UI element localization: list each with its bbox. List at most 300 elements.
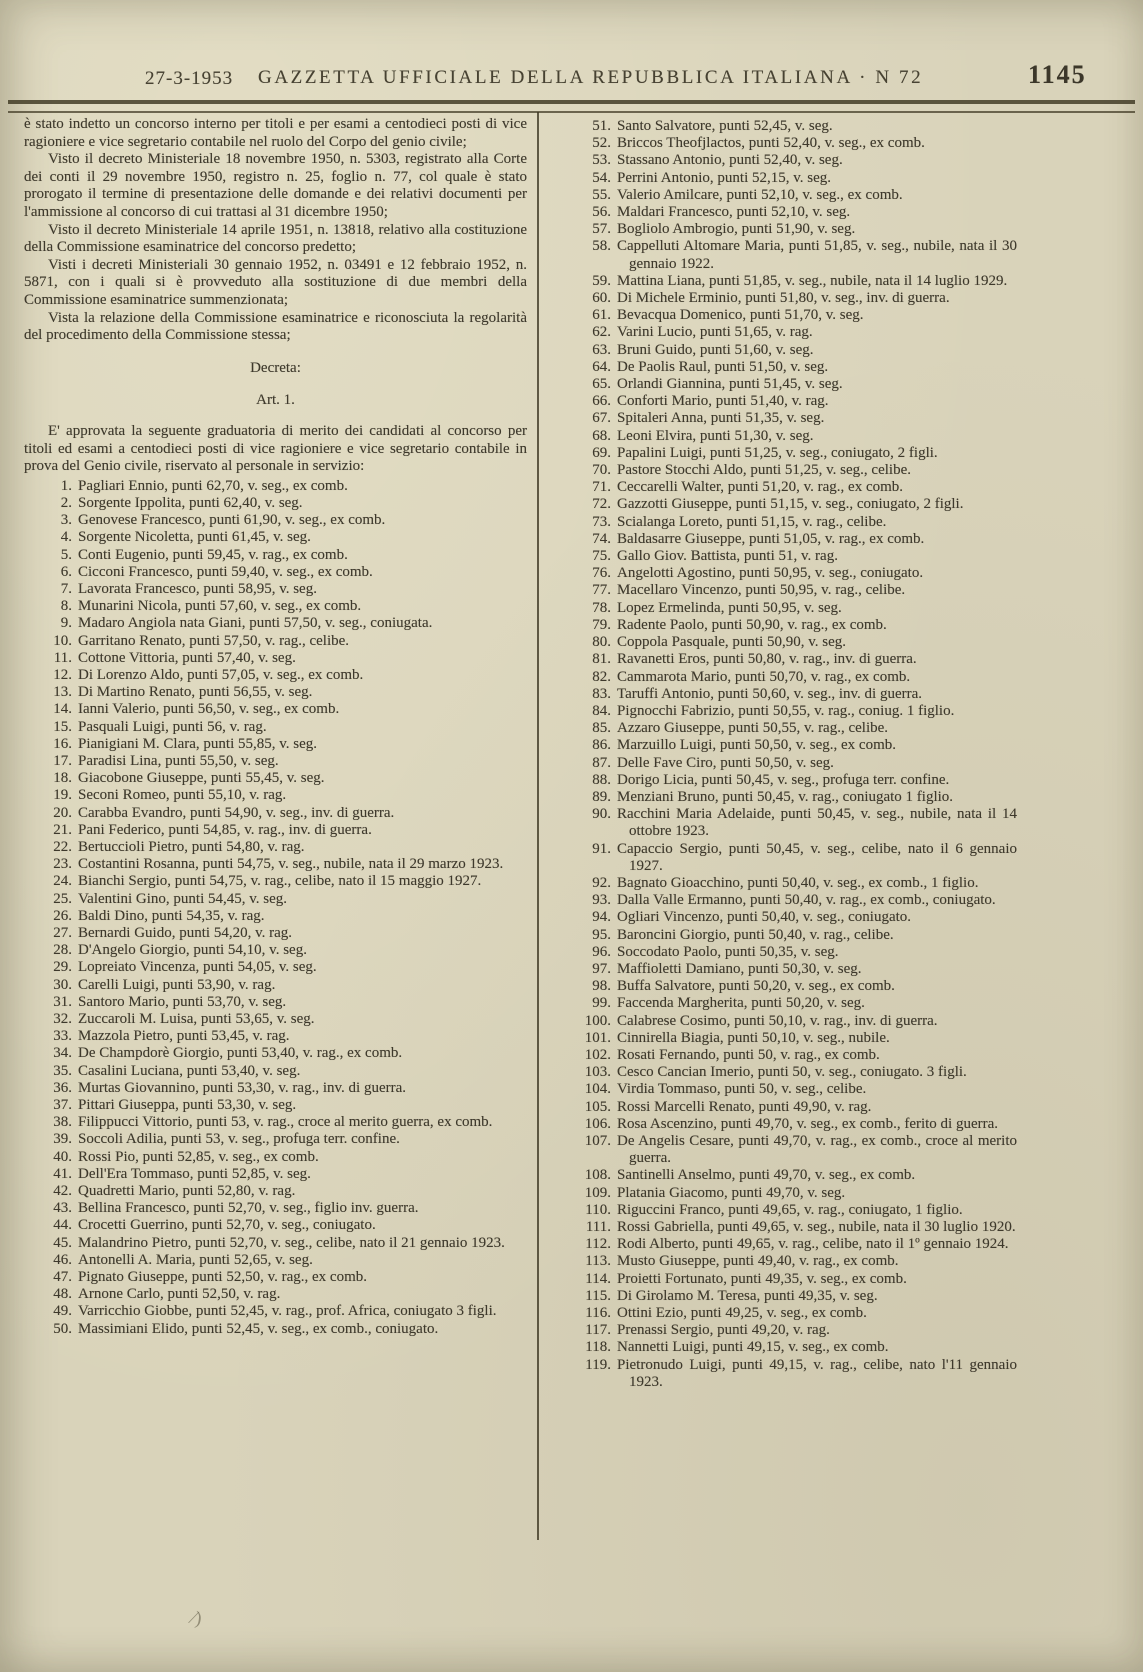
- entry-number: 40.: [53, 1148, 72, 1165]
- entry-text: Bellina Francesco, punti 52,70, v. seg., figlio inv. guerra.: [78, 1200, 419, 1217]
- entry-text: Carelli Luigi, punti 53,90, v. rag.: [78, 976, 276, 993]
- entry-text: Lavorata Francesco, punti 58,95, v. seg.: [78, 580, 317, 597]
- issue-number: · N 72: [859, 67, 924, 88]
- pencil-mark: ∕): [190, 1607, 203, 1630]
- entry-number: 66.: [592, 393, 611, 410]
- ranking-entry: [557, 307, 1017, 324]
- entry-text: Zuccaroli M. Luisa, punti 53,65, v. seg.: [78, 1010, 315, 1027]
- entry-number: 76.: [592, 565, 611, 582]
- ranking-entry: [24, 547, 527, 564]
- entry-number: 78.: [592, 599, 611, 616]
- entry-number: 119.: [585, 1356, 611, 1373]
- entry-text: Capaccio Sergio, punti 50,45, v. seg., celibe, nato il 6 gennaio 1927.: [617, 840, 1017, 874]
- entry-text: Cappelluti Altomare Maria, punti 51,85, v. seg., nubile, nata il 30 gennaio 1922.: [617, 238, 1017, 272]
- entry-text: Sorgente Ippolita, punti 62,40, v. seg.: [78, 494, 303, 511]
- entry-text: Musto Giuseppe, punti 49,40, v. rag., ex comb.: [617, 1253, 899, 1270]
- paragraph-text: Visti i decreti Ministeriali 30 gennaio 1952, n. 03491 e 12 febbraio 1952, n. 5871, con i quali si è provveduto alla sostituzione di due membri della Commissione esaminatrice summenzionata;: [24, 256, 527, 308]
- ranking-entry: [24, 1080, 527, 1097]
- entry-text: Calabrese Cosimo, punti 50,10, v. rag., inv. di guerra.: [617, 1012, 938, 1029]
- ranking-entry: [24, 1235, 527, 1252]
- ranking-entry: [557, 496, 1017, 513]
- entry-text: Cottone Vittoria, punti 57,40, v. seg.: [78, 649, 296, 666]
- entry-text: De Champdorè Giorgio, punti 53,40, v. rag., ex comb.: [78, 1045, 403, 1062]
- entry-number: 47.: [53, 1269, 72, 1286]
- entry-text: Garritano Renato, punti 57,50, v. rag., celibe.: [78, 632, 350, 649]
- ranking-entry: [24, 856, 527, 873]
- entry-number: 52.: [592, 135, 611, 152]
- entry-text: Bertuccioli Pietro, punti 54,80, v. rag.: [78, 838, 305, 855]
- entry-number: 20.: [53, 804, 72, 821]
- entry-text: Giacobone Giuseppe, punti 55,45, v. seg.: [78, 770, 325, 787]
- entry-number: 38.: [53, 1114, 72, 1131]
- ranking-entry: [557, 428, 1017, 445]
- ranking-entry: [24, 925, 527, 942]
- entry-number: 87.: [592, 754, 611, 771]
- entry-text: Rossi Gabriella, punti 49,65, v. seg., nubile, nata il 30 luglio 1920.: [617, 1219, 1016, 1235]
- ranking-entry: [24, 478, 527, 495]
- entry-number: 57.: [592, 221, 611, 238]
- ranking-entry: [557, 927, 1017, 944]
- ranking-entry: [24, 1286, 527, 1303]
- ranking-entry: [557, 1305, 1017, 1322]
- ranking-entry: [557, 342, 1017, 359]
- entry-number: 108.: [584, 1167, 611, 1184]
- entry-text: Ottini Ezio, punti 49,25, v. seg., ex comb.: [617, 1305, 867, 1322]
- ranking-entry: [557, 651, 1017, 668]
- masthead-title: [258, 67, 923, 89]
- article-heading: Art. 1.: [256, 392, 295, 409]
- entry-text: Quadretti Mario, punti 52,80, v. rag.: [78, 1183, 296, 1200]
- ranking-entry: [24, 1269, 527, 1286]
- entry-number: 29.: [53, 959, 72, 976]
- entry-number: 23.: [53, 856, 72, 873]
- entry-number: 65.: [592, 376, 611, 393]
- ranking-entry: [24, 1131, 527, 1148]
- ranking-entry: [24, 891, 527, 908]
- ranking-entry: [557, 445, 1017, 462]
- gazette-title-text: GAZZETTA UFFICIALE DELLA REPUBBLICA ITALIANA: [258, 67, 852, 88]
- entry-text: Ceccarelli Walter, punti 51,20, v. rag., ex comb.: [617, 479, 904, 496]
- ranking-entry: [24, 512, 527, 529]
- entry-number: 28.: [53, 942, 72, 959]
- ranking-entry: [24, 598, 527, 615]
- entry-text: Baldasarre Giuseppe, punti 51,05, v. rag., ex comb.: [617, 530, 925, 547]
- entry-number: 25.: [53, 890, 72, 907]
- entry-number: 112.: [585, 1236, 611, 1253]
- preamble-paragraph: [24, 116, 527, 151]
- ranking-entry: [557, 1288, 1017, 1305]
- entry-number: 71.: [592, 479, 611, 496]
- ranking-entry: [557, 135, 1017, 152]
- entry-number: 80.: [592, 634, 611, 651]
- entry-number: 96.: [592, 943, 611, 960]
- ranking-entry: [557, 221, 1017, 238]
- entry-number: 8.: [60, 598, 72, 615]
- entry-text: Platania Giacomo, punti 49,70, v. seg.: [617, 1184, 846, 1201]
- entry-text: Gazzotti Giuseppe, punti 51,15, v. seg., coniugato, 2 figli.: [617, 496, 964, 513]
- entry-text: Valerio Amilcare, punti 52,10, v. seg., ex comb.: [617, 186, 903, 203]
- entry-text: Orlandi Giannina, punti 51,45, v. seg.: [617, 376, 843, 393]
- entry-number: 3.: [60, 512, 72, 529]
- entry-text: Di Martino Renato, punti 56,55, v. seg.: [78, 684, 313, 701]
- entry-text: Menziani Bruno, punti 50,45, v. rag., coniugato 1 figlio.: [617, 788, 954, 805]
- entry-number: 103.: [584, 1064, 611, 1081]
- entry-number: 69.: [592, 444, 611, 461]
- entry-number: 73.: [592, 513, 611, 530]
- entry-text: Ogliari Vincenzo, punti 50,40, v. seg., coniugato.: [617, 909, 912, 926]
- entry-text: Ianni Valerio, punti 56,50, v. seg., ex comb.: [78, 701, 340, 718]
- entry-text: Taruffi Antonio, punti 50,60, v. seg., inv. di guerra.: [617, 685, 923, 702]
- entry-text: Leoni Elvira, punti 51,30, v. seg.: [617, 427, 814, 444]
- right-column: [557, 116, 1017, 1391]
- entry-text: Faccenda Margherita, punti 50,20, v. seg.: [617, 995, 865, 1012]
- ranking-entry: [557, 1357, 1017, 1391]
- entry-text: Baldi Dino, punti 54,35, v. rag.: [78, 907, 265, 924]
- entry-number: 86.: [592, 737, 611, 754]
- entry-text: Briccos Theofjlactos, punti 52,40, v. seg., ex comb.: [617, 135, 925, 152]
- issue-date: 27-3-1953: [145, 68, 234, 89]
- entry-number: 74.: [592, 530, 611, 547]
- ranking-entry: [557, 1322, 1017, 1339]
- paragraph-text: Vista la relazione della Commissione esaminatrice e riconosciuta la regolarità del procedimento della Commissione stessa;: [24, 309, 527, 344]
- ranking-entry: [557, 273, 1017, 290]
- ranking-entry: [24, 1011, 527, 1028]
- ranking-entry: [557, 600, 1017, 617]
- entry-number: 59.: [592, 272, 611, 289]
- entry-number: 37.: [53, 1097, 72, 1113]
- ranking-entry: [24, 719, 527, 736]
- entry-text: Ravanetti Eros, punti 50,80, v. rag., inv. di guerra.: [617, 651, 917, 668]
- entry-text: Pignocchi Fabrizio, punti 50,55, v. rag., coniug. 1 figlio.: [617, 702, 955, 719]
- entry-text: Cammarota Mario, punti 50,70, v. rag., ex comb.: [617, 668, 911, 685]
- entry-text: Rodi Alberto, punti 49,65, v. rag., celibe, nato il 1º gennaio 1924.: [617, 1236, 1009, 1253]
- entry-number: 21.: [53, 821, 72, 838]
- preamble-paragraph: [24, 310, 527, 345]
- entry-text: Lopez Ermelinda, punti 50,95, v. seg.: [617, 599, 842, 616]
- entry-text: Costantini Rosanna, punti 54,75, v. seg., nubile, nata il 29 marzo 1923.: [78, 856, 504, 873]
- entry-number: 70.: [592, 462, 611, 479]
- ranking-entry: [24, 839, 527, 856]
- entry-text: Racchini Maria Adelaide, punti 50,45, v. seg., nubile, nata il 14 ottobre 1923.: [617, 806, 1017, 840]
- entry-number: 92.: [592, 874, 611, 891]
- entry-text: Di Lorenzo Aldo, punti 57,05, v. seg., ex comb.: [78, 666, 364, 683]
- entry-text: Pani Federico, punti 54,85, v. rag., inv. di guerra.: [78, 821, 372, 838]
- entry-text: Rossi Marcelli Renato, punti 49,90, v. rag.: [617, 1098, 872, 1115]
- entry-text: Buffa Salvatore, punti 50,20, v. seg., ex comb.: [617, 978, 895, 995]
- entry-text: Malandrino Pietro, punti 52,70, v. seg., celibe, nato il 21 gennaio 1923.: [78, 1234, 505, 1251]
- entry-number: 1.: [60, 477, 72, 494]
- entry-text: Cinnirella Biagia, punti 50,10, v. seg., nubile.: [617, 1029, 890, 1046]
- entry-number: 35.: [53, 1062, 72, 1079]
- entry-number: 12.: [53, 666, 72, 683]
- entry-text: Bianchi Sergio, punti 54,75, v. rag., celibe, nato il 15 maggio 1927.: [78, 873, 482, 890]
- entry-text: Prenassi Sergio, punti 49,20, v. rag.: [617, 1322, 830, 1339]
- ranking-entry: [24, 873, 527, 890]
- entry-number: 106.: [584, 1115, 611, 1132]
- preamble-paragraph: [24, 151, 527, 221]
- entry-number: 5.: [60, 546, 72, 563]
- ranking-entry: [557, 1030, 1017, 1047]
- entry-text: Proietti Fortunato, punti 49,35, v. seg., ex comb.: [617, 1270, 907, 1287]
- entry-text: Azzaro Giuseppe, punti 50,55, v. rag., celibe.: [617, 720, 889, 737]
- entry-text: Santoro Mario, punti 53,70, v. seg.: [78, 993, 287, 1010]
- paragraph-text: Visto il decreto Ministeriale 18 novembre 1950, n. 5303, registrato alla Corte dei conti il 29 novembre 1950, registro n. 25, foglio n. 77, col quale è stato prorogato il termine di presentazione delle domande e dei relativi documenti per l'ammissione al concorso di cui trattasi al 31 dicembre 1950;: [24, 151, 527, 220]
- entry-number: 30.: [53, 976, 72, 993]
- entry-text: Casalini Luciana, punti 53,40, v. seg.: [78, 1062, 301, 1079]
- decree-heading: Decreta:: [250, 359, 301, 376]
- entry-text: Murtas Giovannino, punti 53,30, v. rag., inv. di guerra.: [78, 1079, 407, 1096]
- entry-text: Di Michele Erminio, punti 51,80, v. seg., inv. di guerra.: [617, 290, 950, 307]
- entry-number: 42.: [53, 1183, 72, 1200]
- entry-text: Bruni Guido, punti 51,60, v. seg.: [617, 341, 814, 358]
- entry-number: 15.: [53, 718, 72, 735]
- entry-text: De Angelis Cesare, punti 49,70, v. rag., ex comb., croce al merito guerra.: [617, 1132, 1017, 1167]
- ranking-entry: [557, 1047, 1017, 1064]
- ranking-entry: [24, 805, 527, 822]
- entry-text: Dalla Valle Ermanno, punti 50,40, v. rag., ex comb., coniugato.: [617, 892, 996, 909]
- entry-number: 99.: [592, 995, 611, 1012]
- entry-text: Baroncini Giorgio, punti 50,40, v. rag., celibe.: [617, 926, 894, 943]
- entry-number: 94.: [592, 909, 611, 926]
- ranking-entry: [557, 720, 1017, 737]
- entry-number: 105.: [584, 1098, 611, 1115]
- entry-number: 11.: [53, 649, 72, 666]
- ranking-entry: [24, 1217, 527, 1234]
- entry-number: 111.: [585, 1219, 611, 1235]
- entry-number: 118.: [585, 1339, 611, 1356]
- entry-number: 36.: [53, 1079, 72, 1096]
- ranking-entry: [24, 495, 527, 512]
- ranking-entry: [557, 1219, 1017, 1236]
- entry-number: 7.: [60, 580, 72, 597]
- entry-number: 9.: [60, 615, 72, 632]
- entry-text: Antonelli A. Maria, punti 52,65, v. seg.: [78, 1251, 313, 1268]
- masthead: [0, 60, 1143, 96]
- entry-text: Nannetti Luigi, punti 49,15, v. seg., ex comb.: [617, 1339, 889, 1356]
- preamble-paragraph: [24, 222, 527, 257]
- entry-number: 43.: [53, 1200, 72, 1217]
- ranking-entry: [24, 959, 527, 976]
- ranking-entry: [557, 238, 1017, 272]
- ranking-entry: [557, 1013, 1017, 1030]
- entry-text: Delle Fave Ciro, punti 50,50, v. seg.: [617, 754, 834, 771]
- ranking-entry: [24, 736, 527, 753]
- entry-number: 114.: [585, 1270, 611, 1287]
- entry-text: Dell'Era Tommaso, punti 52,85, v. seg.: [78, 1165, 311, 1182]
- entry-number: 34.: [53, 1045, 72, 1062]
- ranking-entry: [24, 1200, 527, 1217]
- entry-text: Scialanga Loreto, punti 51,15, v. rag., celibe.: [617, 513, 887, 530]
- entry-number: 39.: [53, 1131, 72, 1148]
- entry-text: Rosati Fernando, punti 50, v. rag., ex comb.: [617, 1046, 880, 1063]
- entry-number: 45.: [53, 1234, 72, 1251]
- entry-number: 85.: [592, 720, 611, 737]
- ranking-entry: [24, 770, 527, 787]
- entry-text: Dorigo Licia, punti 50,45, v. seg., profuga terr. confine.: [617, 771, 950, 788]
- ranking-entry: [557, 479, 1017, 496]
- ranking-entry: [24, 667, 527, 684]
- ranking-entry: [557, 772, 1017, 789]
- entry-text: Radente Paolo, punti 50,90, v. rag., ex comb.: [617, 616, 887, 633]
- ranking-entry: [557, 1339, 1017, 1356]
- entry-text: Soccodato Paolo, punti 50,35, v. seg.: [617, 943, 839, 960]
- ranking-entry: [557, 118, 1017, 135]
- ranking-entry: [24, 1149, 527, 1166]
- ranking-entry: [24, 942, 527, 959]
- ranking-entry: [557, 909, 1017, 926]
- entry-number: 13.: [53, 684, 72, 701]
- entry-number: 100.: [584, 1012, 611, 1029]
- entry-text: Mattina Liana, punti 51,85, v. seg., nubile, nata il 14 luglio 1929.: [617, 272, 1008, 289]
- entry-number: 2.: [60, 494, 72, 511]
- entry-text: Paradisi Lina, punti 55,50, v. seg.: [78, 752, 279, 769]
- entry-text: Cicconi Francesco, punti 59,40, v. seg., ex comb.: [78, 563, 373, 580]
- preamble: [24, 116, 527, 345]
- entry-number: 107.: [584, 1132, 611, 1149]
- entry-number: 64.: [592, 358, 611, 375]
- entry-number: 46.: [53, 1251, 72, 1268]
- entry-text: Riguccini Franco, punti 49,65, v. rag., coniugato, 1 figlio.: [617, 1201, 963, 1218]
- ranking-entry: [24, 753, 527, 770]
- ranking-entry: [24, 581, 527, 598]
- entry-number: 68.: [592, 427, 611, 444]
- entry-text: Rosa Ascenzino, punti 49,70, v. seg., ex comb., ferito di guerra.: [617, 1115, 999, 1132]
- ranking-entry: [24, 1321, 527, 1338]
- entry-text: Conforti Mario, punti 51,40, v. rag.: [617, 393, 829, 410]
- entry-number: 19.: [53, 787, 72, 804]
- ranking-entry: [557, 944, 1017, 961]
- entry-text: Bogliolo Ambrogio, punti 51,90, v. seg.: [617, 221, 856, 238]
- ranking-entry: [24, 564, 527, 581]
- ranking-entry: [557, 462, 1017, 479]
- entry-text: Carabba Evandro, punti 54,90, v. seg., inv. di guerra.: [78, 804, 395, 821]
- entry-number: 60.: [592, 290, 611, 307]
- entry-number: 84.: [592, 702, 611, 719]
- entry-number: 97.: [592, 960, 611, 977]
- entry-number: 16.: [53, 735, 72, 752]
- entry-number: 117.: [585, 1322, 611, 1339]
- ranking-entry: [557, 204, 1017, 221]
- entry-text: Valentini Gino, punti 54,45, v. seg.: [78, 890, 288, 907]
- entry-number: 33.: [53, 1028, 72, 1045]
- ranking-entry: [557, 1099, 1017, 1116]
- entry-number: 17.: [53, 752, 72, 769]
- entry-text: Bagnato Gioacchino, punti 50,40, v. seg., ex comb., 1 figlio.: [617, 874, 979, 891]
- entry-number: 90.: [592, 806, 611, 823]
- entry-text: Cesco Cancian Imerio, punti 50, v. seg., coniugato. 3 figli.: [617, 1064, 967, 1081]
- entry-number: 63.: [592, 341, 611, 358]
- entry-number: 51.: [592, 118, 611, 134]
- ranking-entry: [557, 737, 1017, 754]
- ranking-entry: [557, 170, 1017, 187]
- entry-text: Santinelli Anselmo, punti 49,70, v. seg., ex comb.: [617, 1167, 916, 1184]
- entry-text: Rossi Pio, punti 52,85, v. seg., ex comb.: [78, 1148, 319, 1165]
- ranking-entry: [557, 1271, 1017, 1288]
- entry-number: 61.: [592, 307, 611, 324]
- entry-text: Pastore Stocchi Aldo, punti 51,25, v. seg., celibe.: [617, 462, 911, 479]
- ranking-entry: [557, 978, 1017, 995]
- ranking-entry: [557, 187, 1017, 204]
- entry-text: Madaro Angiola nata Giani, punti 57,50, v. seg., coniugata.: [78, 615, 433, 632]
- entry-number: 104.: [584, 1081, 611, 1098]
- ranking-entry: [557, 548, 1017, 565]
- entry-text: Filippucci Vittorio, punti 53, v. rag., croce al merito guerra, ex comb.: [78, 1114, 493, 1131]
- ranking-entry: [557, 1202, 1017, 1219]
- entry-text: Pianigiani M. Clara, punti 55,85, v. seg.: [78, 735, 318, 752]
- ranking-entry: [24, 701, 527, 718]
- entry-text: Pittari Giuseppa, punti 53,30, v. seg.: [78, 1097, 297, 1113]
- entry-text: Gallo Giov. Battista, punti 51, v. rag.: [617, 548, 838, 565]
- ranking-entry: [557, 703, 1017, 720]
- entry-number: 24.: [53, 873, 72, 890]
- ranking-entry: [557, 892, 1017, 909]
- ranking-entry: [557, 582, 1017, 599]
- preamble-paragraph: [24, 257, 527, 310]
- entry-text: Mazzola Pietro, punti 53,45, v. rag.: [78, 1028, 290, 1045]
- entry-number: 67.: [592, 410, 611, 427]
- ranking-entry: [557, 565, 1017, 582]
- entry-number: 95.: [592, 926, 611, 943]
- ranking-entry: [557, 324, 1017, 341]
- entry-number: 14.: [53, 701, 72, 718]
- entry-text: Papalini Luigi, punti 51,25, v. seg., coniugato, 2 figli.: [617, 444, 938, 461]
- entry-text: Seconi Romeo, punti 55,10, v. rag.: [78, 787, 287, 804]
- entry-text: Di Girolamo M. Teresa, punti 49,35, v. seg.: [617, 1287, 878, 1304]
- ranking-entry: [24, 1114, 527, 1131]
- entry-number: 79.: [592, 616, 611, 633]
- ranking-entry: [557, 1064, 1017, 1081]
- entry-text: Massimiani Elido, punti 52,45, v. seg., ex comb., coniugato.: [78, 1320, 439, 1337]
- entry-text: Crocetti Guerrino, punti 52,70, v. seg., coniugato.: [78, 1217, 376, 1234]
- ranking-entry: [24, 1045, 527, 1062]
- entry-number: 10.: [53, 632, 72, 649]
- ranking-entry: [557, 1236, 1017, 1253]
- ranking-entry: [557, 806, 1017, 840]
- entry-text: Sorgente Nicoletta, punti 61,45, v. seg.: [78, 529, 311, 546]
- entry-number: 102.: [584, 1046, 611, 1063]
- ranking-entry: [24, 1183, 527, 1200]
- entry-text: Soccoli Adilia, punti 53, v. seg., profuga terr. confine.: [78, 1131, 400, 1148]
- entry-number: 55.: [592, 186, 611, 203]
- entry-text: Munarini Nicola, punti 57,60, v. seg., ex comb.: [78, 598, 362, 615]
- entry-text: Bevacqua Domenico, punti 51,70, v. seg.: [617, 307, 864, 324]
- ranking-entry: [24, 908, 527, 925]
- entry-number: 4.: [60, 529, 72, 546]
- ranking-entry: [24, 684, 527, 701]
- entry-number: 22.: [53, 838, 72, 855]
- ranking-entry: [24, 1063, 527, 1080]
- ranking-entry: [557, 617, 1017, 634]
- entry-number: 31.: [53, 993, 72, 1010]
- entry-number: 41.: [53, 1165, 72, 1182]
- ranking-entry: [557, 789, 1017, 806]
- entry-text: Perrini Antonio, punti 52,15, v. seg.: [617, 169, 832, 186]
- article-intro: E' approvata la seguente graduatoria di merito dei candidati al concorso per titoli ed esami a centodieci posti di vice ragioniere e vice segretario contabile in prova del Genio civile, riservato al personale in servizio:: [24, 422, 527, 475]
- ranking-entry: [557, 376, 1017, 393]
- entry-number: 109.: [584, 1184, 611, 1201]
- entry-number: 27.: [53, 924, 72, 941]
- entry-number: 62.: [592, 324, 611, 341]
- column-divider: [537, 112, 539, 1540]
- ranking-entry: [557, 290, 1017, 307]
- entry-number: 91.: [592, 840, 611, 857]
- ranking-entry: [557, 1116, 1017, 1133]
- entry-number: 116.: [585, 1305, 611, 1322]
- entry-number: 18.: [53, 770, 72, 787]
- entry-number: 81.: [592, 651, 611, 668]
- left-column: [24, 116, 527, 1338]
- ranking-entry: [24, 633, 527, 650]
